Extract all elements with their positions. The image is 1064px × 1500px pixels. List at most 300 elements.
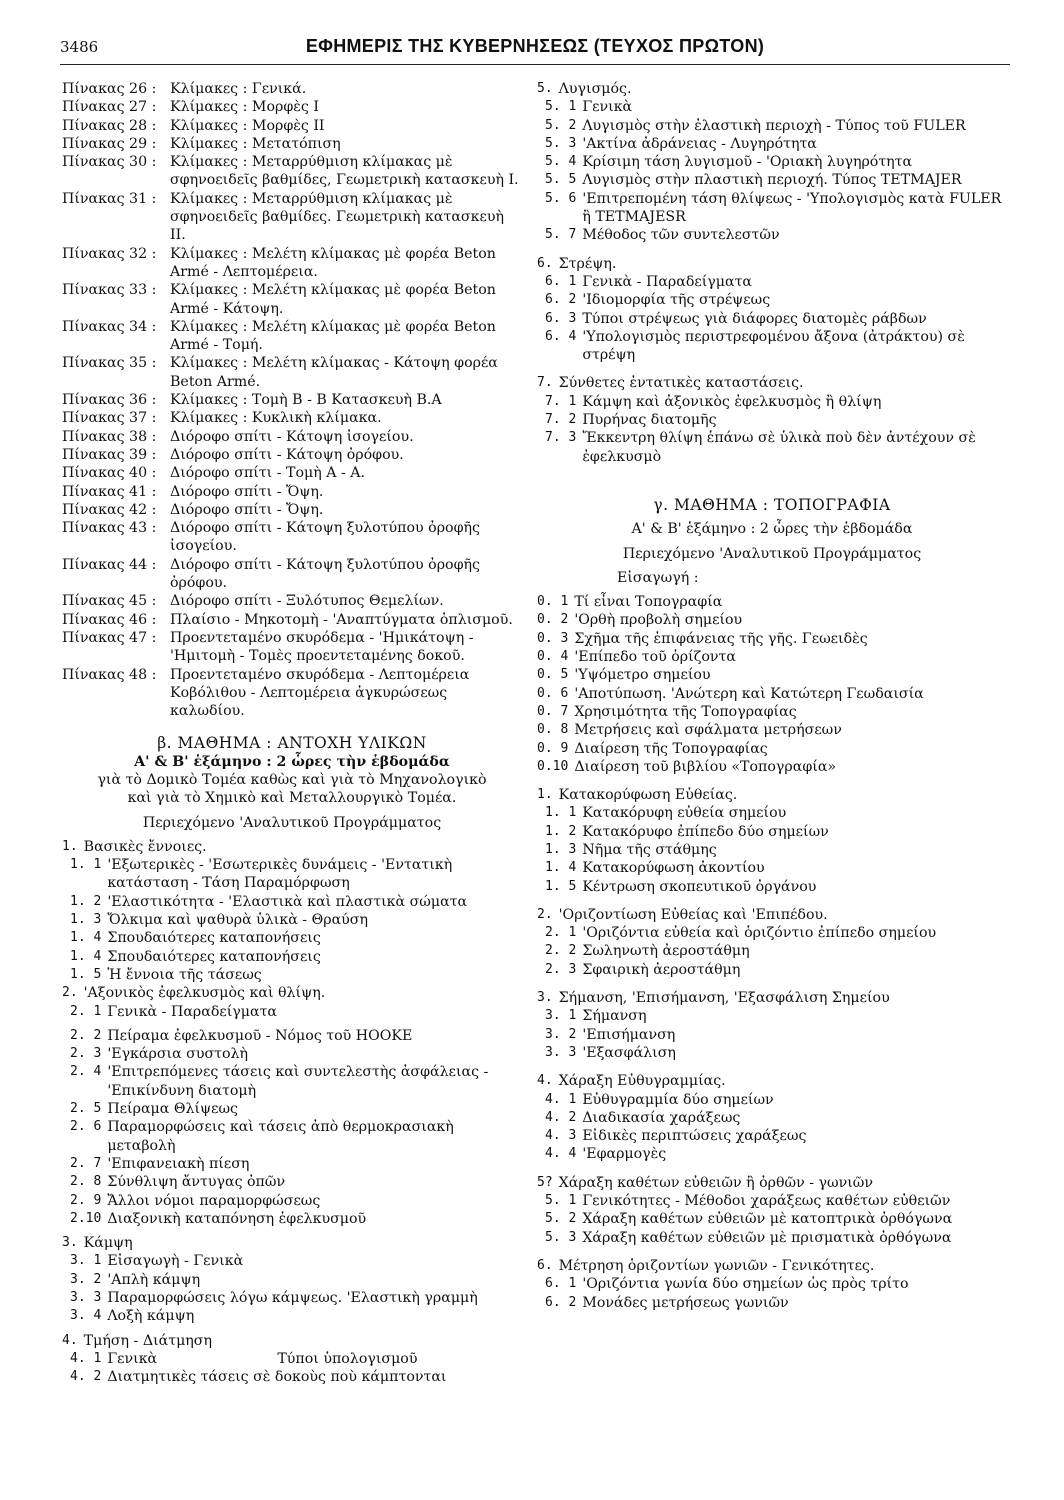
item-number: 2. 3: [545, 961, 577, 977]
plate-description: Κλίμακες : Κυκλικὴ κλίμακα.: [170, 410, 382, 427]
plate-entry: [62, 80, 522, 98]
item-number: 3. 1: [70, 1253, 102, 1269]
item-text: Μετρήσεις καὶ σφάλματα μετρήσεων: [574, 722, 842, 739]
list-item: [537, 721, 1007, 739]
plate-number: Πίνακας 26 :: [62, 81, 157, 97]
plate-entry: [62, 135, 522, 153]
plate-entry: [62, 117, 522, 135]
item-text: 'Οριζόντια εὐθεία καὶ ὁριζόντιο ἐπίπεδο σημείου: [582, 925, 937, 942]
item-number: 2. 4: [70, 1064, 102, 1080]
item-text: Πυρήνας διατομῆς: [582, 412, 717, 429]
item-text: 'Οριζόντια γωνία δύο σημείων ὡς πρὸς τρίτο: [582, 1276, 909, 1293]
item-number: 5. 4: [545, 154, 577, 170]
item-number: 1. 1: [545, 805, 577, 821]
plate-description: Διόροφο σπίτι - Κάτοψη ἰσογείου.: [170, 428, 414, 445]
list-item: [537, 1091, 1007, 1109]
item-text: Ἔκκεντρη θλίψη ἐπάνω σὲ ὑλικὰ ποὺ δὲν ἀντέχουν σὲ ἐφελκυσμὸ: [582, 430, 976, 465]
list-item: [62, 1271, 522, 1289]
list-item: [537, 226, 1007, 244]
item-text: Παραμορφώσεις λόγω κάμψεως. 'Ελαστικὴ γραμμὴ: [107, 1290, 478, 1306]
list-item: [62, 1252, 522, 1270]
item-number: 5. 7: [545, 227, 577, 243]
list-item: [537, 255, 1007, 273]
plate-entry: [62, 153, 522, 190]
item-text: Χρησιμότητα τῆς Τοπογραφίας: [574, 703, 797, 720]
item-text: Κατακόρυφη εὐθεία σημείου: [582, 805, 787, 822]
list-horizontal-angles: [537, 1257, 1007, 1312]
list-item: [537, 273, 1007, 291]
plate-description: Πλαίσιο - Μηκοτομὴ - 'Αναπτύγματα ὁπλισμοῦ.: [170, 611, 513, 628]
list-item: [537, 1026, 1007, 1044]
item-text: 'Επιτρεπομένη τάση θλίψεως - 'Υπολογισμὸς κατὰ FULER ἢ TETMAJESR: [582, 190, 1002, 226]
item-number: 0. 1: [537, 594, 569, 610]
section-b-semester: Α' & Β' ἑξάμηνο : 2 ὧρες τὴν ἑβδομάδα: [134, 753, 450, 770]
item-text: 'Ελαστικότητα - 'Ελαστικὰ καὶ πλαστικὰ σώματα: [107, 893, 468, 910]
list-item: [62, 1234, 522, 1252]
item-text: Διαίρεση τῆς Τοπογραφίας: [574, 740, 768, 757]
item-number: 7. 1: [545, 393, 577, 409]
plate-number: Πίνακας 48 :: [62, 666, 157, 683]
plate-description: Διόροφο σπίτι - Ὄψη.: [170, 483, 324, 500]
item-number: 5. 2: [545, 1211, 577, 1227]
plate-description: Κλίμακες : Μεταρρύθμιση κλίμακας μὲ σφηνοειδεῖς βαθμίδες, Γεωμετρικὴ κατασκευὴ Ι.: [170, 154, 519, 189]
item-text: Μέτρηση ὁριζοντίων γωνιῶν - Γενικότητες.: [558, 1257, 875, 1274]
plate-number: Πίνακας 30 :: [62, 154, 157, 171]
list-item: [62, 1332, 522, 1350]
page-number: 3486: [60, 38, 99, 56]
item-text: Γενικὰ: [107, 1350, 158, 1367]
plate-description: Διόροφο σπίτι - Κάτοψη ξυλοτύπου ὀροφῆς ὀρόφου.: [170, 556, 480, 592]
item-text: 'Απλὴ κάμψη: [107, 1271, 201, 1288]
item-number: 5.: [537, 81, 553, 96]
header-rule: [60, 64, 1010, 65]
list-item: [62, 929, 522, 947]
item-number: 1. 1: [70, 857, 102, 873]
plate-description: Κλίμακες : Μεταρρύθμιση κλίμακας μὲ σφηνοειδεῖς βαθμίδες. Γεωμετρικὴ κατασκευὴ ΙΙ.: [170, 190, 504, 244]
item-number: 0. 6: [537, 685, 569, 701]
list-item: [537, 429, 1007, 466]
item-text: Χάραξη καθέτων εὐθειῶν μὲ κατοπτρικὰ ὀρθόγωνα: [582, 1211, 953, 1228]
item-text: Κατακόρυφο ἐπίπεδο δύο σημείων: [582, 823, 829, 840]
list-perpendiculars: [537, 1174, 1007, 1247]
plate-number: Πίνακας 44 :: [62, 556, 157, 573]
list-item: [537, 135, 1007, 153]
plate-description: Κλίμακες : Μελέτη κλίμακας - Κάτοψη φορέα Beton Armé.: [170, 355, 498, 390]
item-text: Τί εἶναι Τοπογραφία: [574, 594, 723, 611]
list-item: [537, 1229, 1007, 1247]
item-text: 'Επισήμανση: [582, 1026, 676, 1043]
item-number: 2.: [62, 985, 78, 1001]
plate-description: Διόροφο σπίτι - Ξυλότυπος Θεμελίων.: [170, 593, 444, 610]
item-number: 3. 1: [545, 1008, 577, 1024]
item-number: 5. 1: [545, 99, 577, 115]
list-item: [537, 171, 1007, 189]
item-text: Γενικότητες - Μέθοδοι χαράξεως καθέτων εὐθειῶν: [582, 1193, 951, 1210]
list-item: [537, 310, 1007, 328]
item-number: 1. 2: [70, 893, 102, 909]
list-item: [62, 1118, 522, 1155]
plate-description: Προεντεταμένο σκυρόδεμα - 'Ημικάτοψη - 'Ημιτομὴ - Τομὲς προεντεταμένης δοκοῦ.: [170, 629, 474, 665]
item-number: 1.: [537, 787, 553, 803]
item-number: 1. 2: [545, 823, 577, 839]
list-item: [537, 758, 1007, 776]
item-text: Σήμανση, 'Επισήμανση, 'Εξασφάλιση Σημείου: [558, 990, 890, 1007]
item-number: 3. 2: [70, 1271, 102, 1287]
item-number: 0. 5: [537, 667, 569, 683]
item-text: 'Αποτύπωση. 'Ανώτερη καὶ Κατώτερη Γεωδαισία: [574, 685, 924, 702]
plate-number: Πίνακας 34 :: [62, 318, 157, 335]
item-text: Γενικὰ: [582, 99, 633, 116]
list-item: [537, 942, 1007, 960]
plate-description: Κλίμακες : Μελέτη κλίμακας μὲ φορέα Beton Armé - Λεπτομέρεια.: [170, 245, 496, 280]
item-number: 6. 1: [545, 1276, 577, 1292]
item-number: 2. 7: [70, 1155, 102, 1171]
plate-entry: [62, 245, 522, 282]
item-text: Σπουδαιότερες καταπονήσεις: [107, 930, 321, 947]
item-text: Διαίρεση τοῦ βιβλίου «Τοπογραφία»: [574, 758, 837, 775]
plate-entry: [62, 501, 522, 519]
plate-entry: [62, 446, 522, 464]
item-text: Ἄλλοι νόμοι παραμορφώσεως: [107, 1192, 321, 1209]
list-item: [62, 1100, 522, 1118]
item-number: 2.: [537, 906, 553, 922]
item-text: Εὐθυγραμμία δύο σημείων: [582, 1091, 774, 1108]
plate-entry: [62, 556, 522, 593]
list-item: [537, 611, 1007, 629]
item-text: Παραμορφώσεις καὶ τάσεις ἀπὸ θερμοκρασιακὴ μεταβολὴ: [107, 1119, 454, 1154]
item-text: Σχῆμα τῆς ἐπιφάνειας τῆς γῆς. Γεωειδὲς: [574, 630, 868, 647]
list-item: [537, 666, 1007, 684]
plate-entry: [62, 391, 522, 409]
item-text: 'Επιτρεπόμενες τάσεις καὶ συντελεστὴς ἀσφάλειας - 'Επικίνδυνη διατομὴ: [107, 1064, 489, 1099]
list-item: [62, 1350, 522, 1368]
item-number: 0. 4: [537, 649, 569, 665]
item-number: 2. 1: [70, 1003, 102, 1019]
plate-number: Πίνακας 47 :: [62, 629, 157, 646]
item-number: 4.: [62, 1332, 78, 1348]
item-text: Λυγισμὸς στὴν ἐλαστικὴ περιοχὴ - Τύπος τοῦ FULER: [582, 117, 966, 134]
list-item: [537, 374, 1007, 392]
plate-entry: [62, 464, 522, 482]
list-item: [62, 893, 522, 911]
list-torsion: [537, 255, 1007, 365]
item-text: Κρίσιμη τάση λυγισμοῦ - 'Οριακὴ λυγηρότητα: [582, 154, 913, 171]
item-number: 4. 2: [70, 1369, 102, 1385]
item-number: 2. 8: [70, 1174, 102, 1190]
item-text: Σήμανση: [582, 1008, 647, 1025]
section-b-for-line2: καὶ γιὰ τὸ Χημικὸ καὶ Μεταλλουργικὸ Τομέα.: [127, 790, 457, 807]
item-text: Διαξονικὴ καταπόνηση ἐφελκυσμοῦ: [107, 1210, 367, 1227]
item-number: 2. 2: [545, 943, 577, 959]
list-item: [62, 856, 522, 893]
item-text: 'Ιδιομορφία τῆς στρέψεως: [582, 292, 771, 309]
plates-list: [62, 80, 522, 720]
plate-number: Πίνακας 39 :: [62, 446, 157, 463]
plate-entry: [62, 483, 522, 501]
plate-number: Πίνακας 31 :: [62, 190, 157, 207]
item-text: 'Εξωτερικὲς - 'Εσωτερικὲς δυνάμεις - 'Εντατικὴ κατάσταση - Τάση Παραμόρφωση: [107, 857, 453, 892]
list-item: [537, 1127, 1007, 1145]
list-item: [62, 1173, 522, 1191]
item-text: Χάραξη καθέτων εὐθειῶν μὲ πρισματικὰ ὀρθόγωνα: [582, 1229, 952, 1246]
item-number: 3. 4: [70, 1308, 102, 1324]
item-text: Σφαιρικὴ ἀεροστάθμη: [582, 961, 741, 978]
item-number: 0. 9: [537, 740, 569, 756]
list-item: [537, 1210, 1007, 1228]
item-number: 3.: [537, 990, 553, 1006]
list-introduction: [537, 593, 1007, 776]
list-item: [62, 1307, 522, 1325]
plate-description: Κλίμακες : Μελέτη κλίμακας μὲ φορέα Beton Armé - Τομή.: [170, 318, 496, 354]
item-number: 2. 6: [70, 1119, 102, 1135]
plate-entry: [62, 98, 522, 116]
item-number: 4. 1: [70, 1350, 102, 1366]
item-number: 7. 2: [545, 412, 577, 428]
list-item: [537, 1257, 1007, 1275]
item-number: 5. 3: [545, 1229, 577, 1245]
list-item: [62, 838, 522, 856]
item-text: Λοξὴ κάμψη: [107, 1308, 195, 1325]
plate-number: Πίνακας 45 :: [62, 593, 157, 610]
item-number: 4. 2: [545, 1109, 577, 1125]
list-item: [62, 1155, 522, 1173]
item-number: 5. 2: [545, 117, 577, 133]
plate-description: Κλίμακες : Μετατόπιση: [170, 135, 341, 152]
list-item: [537, 1275, 1007, 1293]
list-item: [537, 786, 1007, 804]
item-text: Σύνθλιψη ἄντυγας ὀπῶν: [107, 1174, 286, 1191]
item-text: Σύνθετες ἐντατικὲς καταστάσεις.: [558, 375, 804, 392]
page-header: [60, 34, 1010, 74]
item-text: Εἰδικὲς περιπτώσεις χαράξεως: [582, 1128, 807, 1145]
item-text: Λυγισμὸς στὴν πλαστικὴ περιοχή. Τύπος TETMAJER: [582, 172, 962, 189]
plate-entry: [62, 592, 522, 610]
list-item: [537, 1044, 1007, 1062]
plate-number: Πίνακας 40 :: [62, 465, 157, 482]
plate-description: Διόροφο σπίτι - Ὄψη.: [170, 501, 324, 518]
plate-entry: [62, 281, 522, 318]
plate-entry: [62, 611, 522, 629]
item-text: Τμήση - Διάτμηση: [83, 1332, 212, 1349]
item-number: 5?: [537, 1174, 553, 1190]
item-text: Σπουδαιότερες καταπονήσεις: [107, 948, 321, 965]
list-item: [537, 1294, 1007, 1312]
list-item: [62, 911, 522, 929]
list-item: [62, 1003, 522, 1021]
item-text: Κατακορύφωση Εὐθείας.: [558, 787, 738, 804]
item-number: 2. 5: [70, 1101, 102, 1117]
list-axial: [62, 1027, 522, 1228]
plate-entry: [62, 190, 522, 245]
plate-number: Πίνακας 37 :: [62, 410, 157, 427]
list-item: [537, 703, 1007, 721]
section-c-heading: γ. ΜΑΘΗΜΑ : ΤΟΠΟΓΡΑΦΙΑ: [653, 495, 891, 514]
plate-number: Πίνακας 42 :: [62, 501, 157, 518]
item-text: Κάμψη καὶ ἀξονικὸς ἐφελκυσμὸς ἢ θλίψη: [582, 393, 882, 410]
item-text: Μονάδες μετρήσεως γωνιῶν: [582, 1294, 789, 1311]
plate-entry: [62, 318, 522, 355]
item-text: Χάραξη Εὐθυγραμμίας.: [558, 1073, 726, 1090]
plate-description: Διόροφο σπίτι - Τομὴ Α - Α.: [170, 465, 366, 482]
item-text: Τύποι στρέψεως γιὰ διάφορες διατομὲς ράβδων: [582, 310, 927, 327]
section-b-program: Περιεχόμενο 'Αναλυτικοῦ Προγράμματος: [142, 814, 442, 831]
list-item: [537, 393, 1007, 411]
item-text-extra: Τύποι ὑπολογισμοῦ: [277, 1350, 418, 1367]
list-item: [537, 906, 1007, 924]
item-text: 'Υπολογισμὸς περιστρεφομένου ἄξονα (ἀτράκτου) σὲ στρέψη: [582, 328, 965, 364]
item-text: 'Ορθὴ προβολὴ σημείου: [574, 612, 743, 629]
item-text: 'Ακτίνα ἀδράνειας - Λυγηρότητα: [582, 135, 817, 152]
item-text: Πείραμα ἐφελκυσμοῦ - Νόμος τοῦ HOOKE: [107, 1027, 413, 1044]
item-number: 1.: [62, 838, 78, 854]
list-item: [537, 859, 1007, 877]
list-item: [62, 1063, 522, 1100]
plate-number: Πίνακας 32 :: [62, 245, 157, 262]
list-item: [537, 630, 1007, 648]
item-number: 6. 2: [545, 1294, 577, 1310]
item-number: 5. 1: [545, 1193, 577, 1209]
item-number: 0. 3: [537, 630, 569, 646]
item-number: 0.10: [537, 758, 569, 774]
list-item: [537, 190, 1007, 227]
item-number: 1. 3: [70, 912, 102, 928]
list-item: [537, 328, 1007, 365]
list-shear: [62, 1332, 522, 1387]
list-item: [537, 804, 1007, 822]
item-number: 6. 3: [545, 310, 577, 326]
list-item: [537, 989, 1007, 1007]
item-number: 2. 3: [70, 1046, 102, 1062]
item-number: 1. 3: [545, 841, 577, 857]
item-text: 'Επιφανειακὴ πίεση: [107, 1155, 250, 1172]
gazette-title: ΕΦΗΜΕΡΙΣ ΤΗΣ ΚΥΒΕΡΝΗΣΕΩΣ (ΤΕΥΧΟΣ ΠΡΩΤΟΝ): [305, 36, 765, 56]
item-number: 7.: [537, 375, 553, 391]
item-number: 3. 3: [70, 1290, 102, 1305]
list-item: [62, 984, 522, 1002]
list-item: [62, 1289, 522, 1307]
item-text: Σωληνωτὴ ἀεροστάθμη: [582, 943, 750, 960]
plate-entry: [62, 354, 522, 391]
item-text: Κάμψη: [83, 1235, 133, 1252]
list-item: [62, 1192, 522, 1210]
list-item: [62, 948, 522, 966]
list-item: [62, 1045, 522, 1063]
list-buckling: [537, 80, 1007, 245]
list-item: [537, 961, 1007, 979]
plate-entry: [62, 409, 522, 427]
list-leveling: [537, 906, 1007, 979]
item-number: 3. 2: [545, 1026, 577, 1042]
plate-number: Πίνακας 36 :: [62, 392, 157, 409]
list-item: [537, 291, 1007, 309]
plate-description: Κλίμακες : Γενικά.: [170, 81, 307, 97]
list-bending: [62, 1234, 522, 1325]
item-text: Ἡ ἔννοια τῆς τάσεως: [107, 966, 262, 983]
section-c-intro: Εἰσαγωγή :: [617, 569, 699, 586]
plate-entry: [62, 666, 522, 721]
item-number: 6.: [537, 255, 553, 271]
list-item: [62, 1368, 522, 1386]
item-text: Χάραξη καθέτων εὐθειῶν ἢ ὀρθῶν - γωνιῶν: [558, 1174, 873, 1191]
list-item: [537, 740, 1007, 758]
section-b-for-line1: γιὰ τὸ Δομικὸ Τομέα καθὼς καὶ γιὰ τὸ Μηχανολογικὸ: [97, 771, 487, 788]
item-text: Λυγισμός.: [558, 81, 632, 97]
item-text: Μέθοδος τῶν συντελεστῶν: [582, 227, 780, 244]
list-item: [537, 80, 1007, 98]
item-text: Γενικὰ - Παραδείγματα: [107, 1003, 277, 1020]
list-item: [537, 1174, 1007, 1192]
plate-description: Προεντεταμένο σκυρόδεμα - Λεπτομέρεια Κοβόλιθου - Λεπτομέρεια ἀγκυρώσεως καλωδίου.: [170, 666, 470, 720]
item-number: 0. 7: [537, 703, 569, 719]
plate-description: Κλίμακες : Μορφὲς ΙΙ: [170, 117, 325, 134]
list-item: [537, 1109, 1007, 1127]
item-number: 2. 2: [70, 1027, 102, 1043]
plate-number: Πίνακας 28 :: [62, 117, 157, 134]
section-c-program: Περιεχόμενο 'Αναλυτικοῦ Προγράμματος: [622, 545, 922, 562]
list-item: [537, 98, 1007, 116]
plate-number: Πίνακας 46 :: [62, 611, 157, 628]
section-b-heading: β. ΜΑΘΗΜΑ : ΑΝΤΟΧΗ ΥΛΙΚΩΝ: [157, 734, 427, 753]
list-item: [62, 1027, 522, 1045]
item-text: Βασικὲς ἔννοιες.: [83, 838, 207, 855]
list-item: [537, 117, 1007, 135]
item-number: 4. 4: [545, 1146, 577, 1162]
item-text: Ὄλκιμα καὶ ψαθυρὰ ὑλικὰ - Θραύση: [107, 912, 368, 929]
item-number: 2.10: [70, 1210, 102, 1226]
list-item: [537, 841, 1007, 859]
plate-entry: [62, 428, 522, 446]
item-number: 6. 1: [545, 273, 577, 289]
item-number: 5. 5: [545, 172, 577, 188]
list-item: [537, 648, 1007, 666]
list-item: [537, 1072, 1007, 1090]
item-text: 'Εφαρμογὲς: [582, 1146, 667, 1163]
item-text: Πείραμα Θλίψεως: [107, 1101, 239, 1118]
list-item: [62, 1210, 522, 1228]
list-basic-concepts: [62, 838, 522, 1021]
item-number: 6. 4: [545, 328, 577, 344]
item-number: 0. 8: [537, 722, 569, 738]
plate-description: Κλίμακες : Μελέτη κλίμακας μὲ φορέα Beton Armé - Κάτοψη.: [170, 282, 496, 317]
item-number: 6. 2: [545, 292, 577, 308]
list-item: [62, 966, 522, 984]
plate-description: Διόροφο σπίτι - Κάτοψη ξυλοτύπου ὀροφῆς ἰσογείου.: [170, 520, 480, 555]
list-item: [537, 823, 1007, 841]
item-text: Νῆμα τῆς στάθμης: [582, 841, 717, 858]
item-text: Διαδικασία χαράξεως: [582, 1109, 741, 1126]
item-number: 5. 6: [545, 190, 577, 206]
item-text: 'Εγκάρσια συστολὴ: [107, 1046, 249, 1063]
item-number: 2. 9: [70, 1192, 102, 1208]
item-number: 2. 1: [545, 925, 577, 941]
list-item: [537, 1145, 1007, 1163]
item-number: 1. 4: [70, 930, 102, 946]
list-item: [537, 1007, 1007, 1025]
item-number: 3.: [62, 1235, 78, 1251]
item-number: 4. 1: [545, 1091, 577, 1107]
item-text: Στρέψη.: [558, 255, 617, 272]
item-text: 'Εξασφάλιση: [582, 1044, 676, 1061]
item-number: 7. 3: [545, 430, 577, 446]
item-number: 1. 5: [70, 966, 102, 982]
plate-number: Πίνακας 35 :: [62, 355, 157, 372]
list-item: [537, 153, 1007, 171]
item-text: Κέντρωση σκοπευτικοῦ ὀργάνου: [582, 878, 817, 895]
item-text: Διατμητικὲς τάσεις σὲ δοκοὺς ποὺ κάμπτονται: [107, 1369, 447, 1386]
list-item: [537, 411, 1007, 429]
list-alignment: [537, 1072, 1007, 1163]
list-verticalization: [537, 786, 1007, 896]
